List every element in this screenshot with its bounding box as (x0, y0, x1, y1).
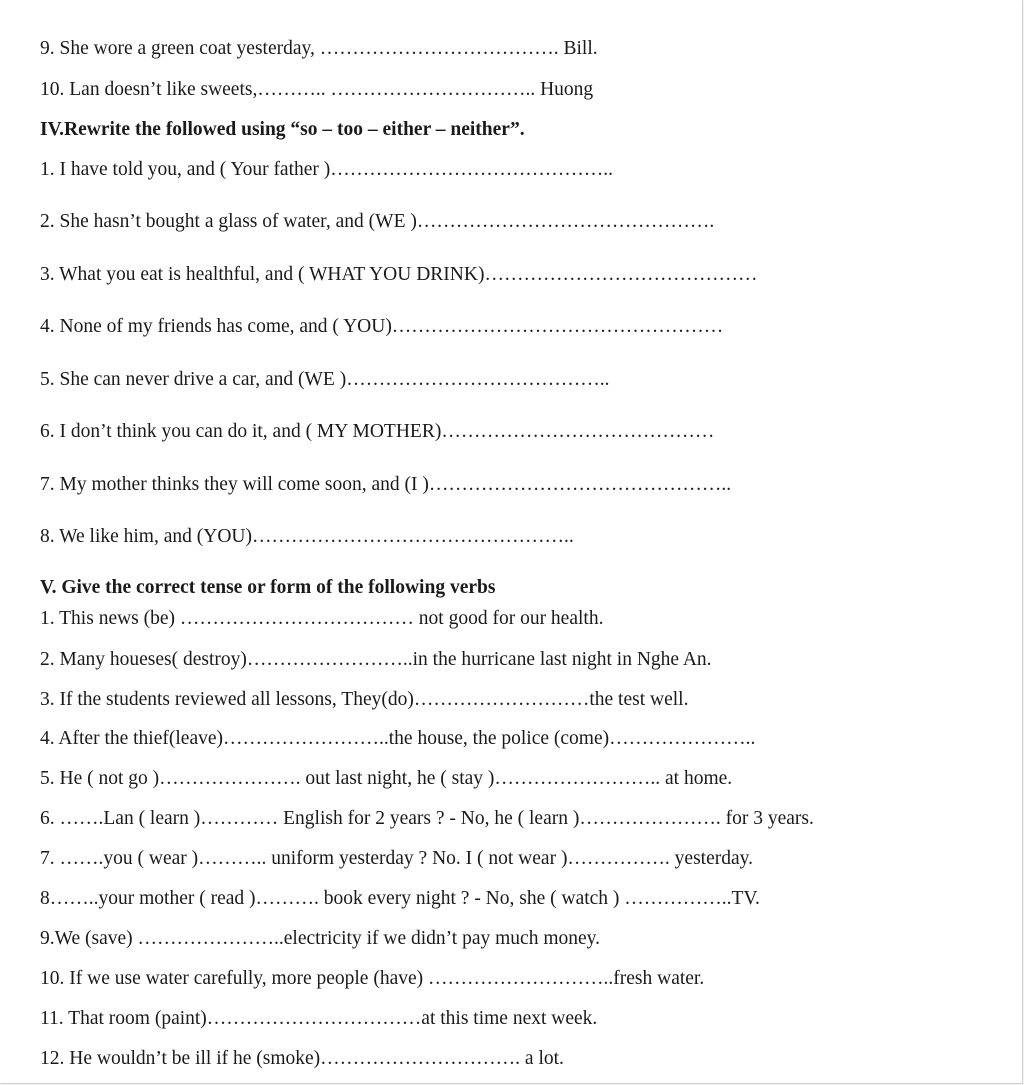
verb-item-10: 10. If we use water carefully, more people (have) ………………………..fresh water. (40, 968, 705, 989)
verb-item-6: 6. …….Lan ( learn )………… English for 2 years ? - No, he ( learn )…………………. for 3 years. (40, 808, 814, 829)
verb-item-9: 9.We (save) …………………..electricity if we didn’t pay much money. (40, 928, 600, 949)
verb-item-3: 3. If the students reviewed all lessons, They(do)………………………the test well. (40, 689, 689, 710)
verb-item-8: 8……..your mother ( read )………. book every night ? - No, she ( watch ) ……………..TV. (40, 888, 760, 909)
verb-item-2: 2. Many houeses( destroy)……………………..in the hurricane last night in Nghe An. (40, 649, 712, 670)
section-v-heading: V. Give the correct tense or form of the following verbs (40, 577, 496, 598)
rewrite-item-5: 5. She can never drive a car, and (WE )………………………………….. (40, 369, 610, 390)
rewrite-item-3: 3. What you eat is healthful, and ( WHAT YOU DRINK)…………………………………… (40, 264, 758, 285)
rewrite-item-4: 4. None of my friends has come, and ( YOU)…………………………………………… (40, 316, 724, 337)
verb-item-11: 11. That room (paint)……………………………at this time next week. (40, 1008, 598, 1029)
exercise-item-10: 10. Lan doesn’t like sweets,……….. ………………………….. Huong (40, 79, 594, 100)
verb-item-5: 5. He ( not go )…………………. out last night, he ( stay )…………………….. at home. (40, 768, 733, 789)
rewrite-item-6: 6. I don’t think you can do it, and ( MY MOTHER)…………………………………… (40, 421, 715, 442)
verb-item-4: 4. After the thief(leave)……………………..the house, the police (come)………………….. (40, 728, 756, 749)
verb-item-12: 12. He wouldn’t be ill if he (smoke)…………………………. a lot. (40, 1048, 564, 1069)
verb-item-1: 1. This news (be) ……………………………… not good for our health. (40, 608, 604, 629)
section-iv-heading: IV.Rewrite the followed using “so – too – either – neither”. (40, 119, 525, 140)
exercise-item-9: 9. She wore a green coat yesterday, ………………………………. Bill. (40, 38, 598, 59)
rewrite-item-8: 8. We like him, and (YOU)………………………………………….. (40, 526, 574, 547)
verb-item-7: 7. …….you ( wear )……….. uniform yesterday ? No. I ( not wear )……………. yesterday. (40, 848, 754, 869)
rewrite-item-1: 1. I have told you, and ( Your father )…………………………………….. (40, 159, 614, 180)
rewrite-item-7: 7. My mother thinks they will come soon, and (I )……………………………………….. (40, 474, 732, 495)
rewrite-item-2: 2. She hasn’t bought a glass of water, and (WE )………………………………………. (40, 211, 715, 232)
